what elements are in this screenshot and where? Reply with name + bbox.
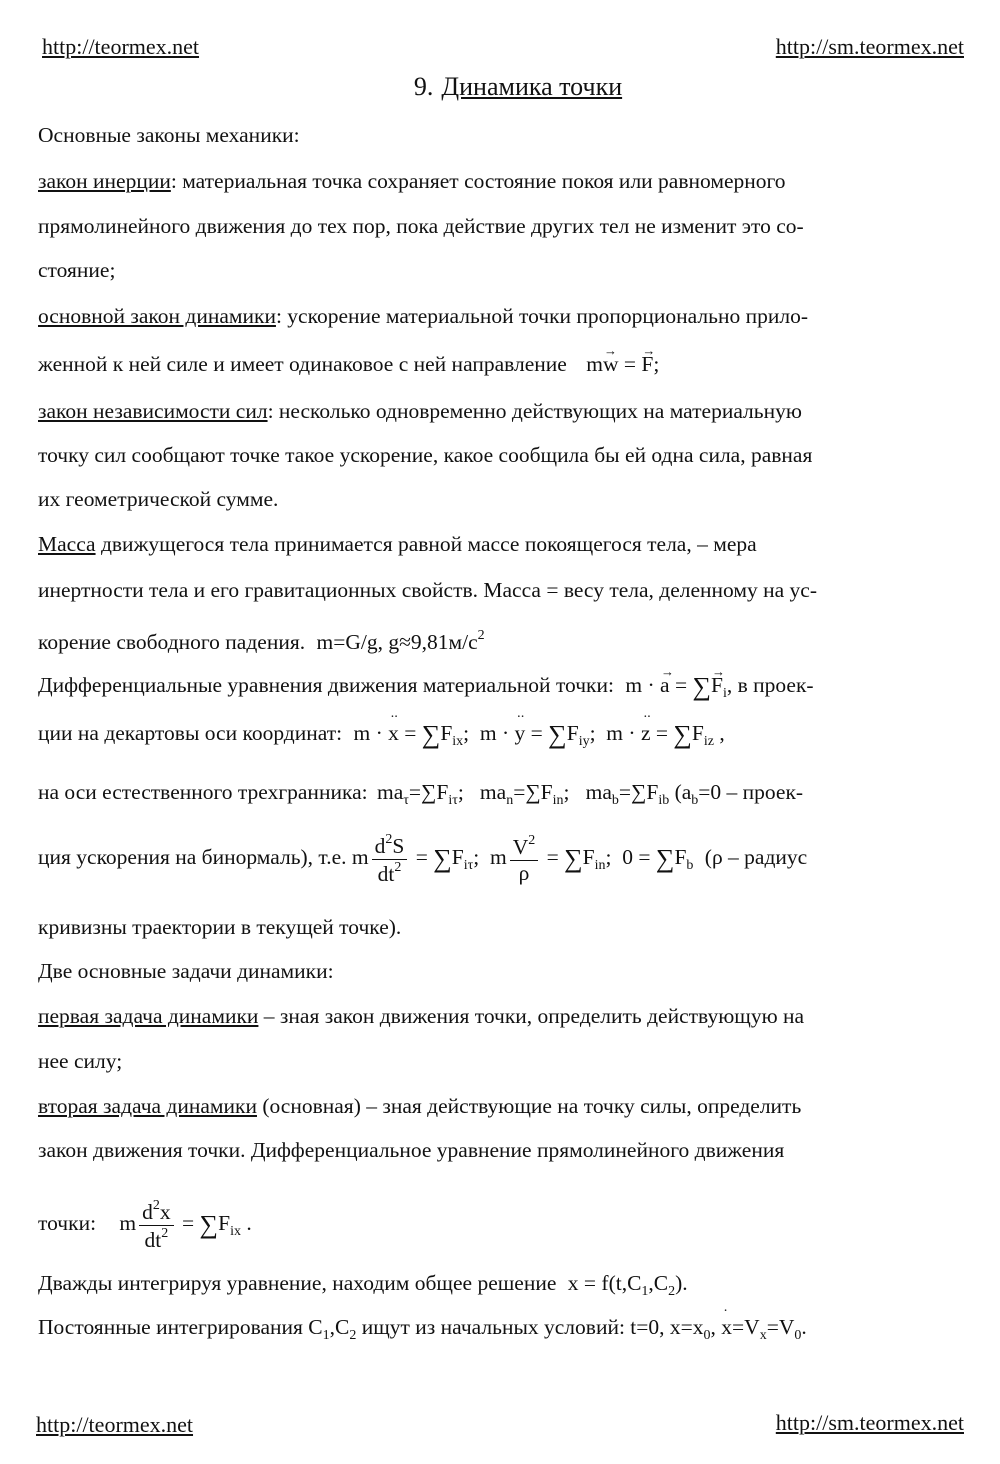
diff-line4: ция ускорения на бинормаль), т.е. m $\frac{d^2S}{dt^2}$ = $\sum F_{i\tau}$; m $\frac{V^2}{\rho}$ = $\sum F_{in}$; $0 = \sum F_b$ (ρ – радиус	[38, 831, 808, 886]
diff-line2: ции на декартовы оси координат: m · ·· $x = \sum F_{ix}$; m · ·· $y = \sum F_{iy}$; m · ·· $z = \sum F_{iz}$ ,	[38, 712, 983, 763]
mass-term: Масса	[38, 532, 96, 556]
diff-line5: кривизны траектории в текущей точке).	[38, 915, 402, 939]
task2-line2: закон движения точки. Дифференциальное уравнение прямолинейного движения	[38, 1138, 785, 1162]
tasks-intro: Две основные задачи динамики:	[38, 959, 334, 983]
law-independence-line3: их геометрической сумме.	[38, 487, 279, 511]
mass-line3: корение свободного падения. m=G/g, $g\approx 9,81м/с^2$	[38, 628, 485, 654]
natural-axes-formula: $ma_\tau=\sum F_{i\tau}$; $ma_n=\sum F_{in}$; $ma_b=\sum F_{ib}$ ($a_b=0$ – проек-	[376, 780, 804, 808]
task2-term: вторая задача динамики	[38, 1094, 257, 1118]
page-title	[0, 72, 1000, 102]
law-independence-line1: закон независимости сил: несколько одновременно действующих на материальную	[38, 399, 802, 423]
general-solution-formula: $x = f(t,C_1,C_2)$.	[567, 1271, 688, 1299]
mass-formula: m=G/g, $g\approx 9,81м/с^2$	[316, 628, 485, 654]
law-inertia-line2: прямолинейного движения до тех пор, пока действие других тел не изменит это со-	[38, 214, 804, 238]
diff-line3: на оси естественного трехгранника: $ma_\tau=\sum F_{i\tau}$; $ma_n=\sum F_{in}$; $ma_b=\sum F_{ib}$ ($a_b=0$ – проек-	[38, 780, 804, 808]
law-dynamics-term: основной закон динамики	[38, 304, 276, 328]
law-independence-line2: точку сил сообщают точке такое ускорение, какое сообщила бы ей одна сила, равная	[38, 443, 813, 467]
law-dynamics-line1: основной закон динамики: ускорение материальной точки пропорционально прило-	[38, 304, 808, 328]
mass-line2: инертности тела и его гравитационных свойств. Масса = весу тела, деленному на ус-	[38, 578, 817, 602]
header-link-sm-teormex[interactable]: http://sm.teormex.net	[775, 34, 964, 59]
law-dynamics-line2: женной к ней силе и имеет одинаковое с ней направление m→ w = → F;	[38, 343, 983, 386]
task1-line1: первая задача динамики – зная закон движения точки, определить действующую на	[38, 1004, 805, 1028]
section-title: Динамика точки	[441, 72, 623, 101]
intro-line: Основные законы механики:	[38, 123, 300, 147]
task2-line3: точки: m $\frac{d^2x}{dt^2}$ = $\sum F_{ix}$ .	[38, 1197, 252, 1252]
law-inertia-line1: закон инерции: материальная точка сохраняет состояние покоя или равномерного	[38, 169, 786, 193]
law-inertia-line3: стояние;	[38, 258, 116, 282]
footer-link-sm-teormex[interactable]: http://sm.teormex.net	[775, 1410, 964, 1435]
section-number: 9.	[413, 72, 434, 101]
natural-frac-formula: m $\frac{d^2S}{dt^2}$ = $\sum F_{i\tau}$; m $\frac{V^2}{\rho}$ = $\sum F_{in}$; $0 = \sum F_b$	[351, 831, 694, 886]
task2-line1: вторая задача динамики (основная) – зная действующие на точку силы, определить	[38, 1094, 802, 1118]
header-link-teormex[interactable]: http://teormex.net	[42, 34, 200, 59]
integration-line2: Постоянные интегрирования $C_1,C_2$ ищут из начальных условий: t=0, $x=x_0$, · $x=V_x=V_0$.	[38, 1306, 983, 1357]
rectilinear-formula: m $\frac{d^2x}{dt^2}$ = $\sum F_{ix}$ .	[119, 1197, 252, 1252]
task1-term: первая задача динамики	[38, 1004, 259, 1028]
law-independence-term: закон независимости сил	[38, 399, 268, 423]
newton-law-formula: m→ w = → F;	[586, 352, 659, 376]
diff-vector-formula: m · → a = ∑→ $F_i$	[625, 673, 726, 697]
cartesian-formula: m · ·· $x = \sum F_{ix}$; m · ·· $y = \sum F_{iy}$; m · ·· $z = \sum F_{iz}$ ,	[353, 721, 724, 745]
law-inertia-term: закон инерции	[38, 169, 171, 193]
task1-line2: нее силу;	[38, 1049, 123, 1073]
integration-line1: Дважды интегрируя уравнение, находим общее решение $x = f(t,C_1,C_2)$.	[38, 1271, 688, 1299]
footer-link-teormex[interactable]: http://teormex.net	[36, 1412, 194, 1437]
diff-line1: Дифференциальные уравнения движения материальной точки: m · → a = ∑→ $F_i$, в проек-	[38, 664, 983, 715]
mass-line1: Масса движущегося тела принимается равной массе покоящегося тела, – мера	[38, 532, 757, 556]
